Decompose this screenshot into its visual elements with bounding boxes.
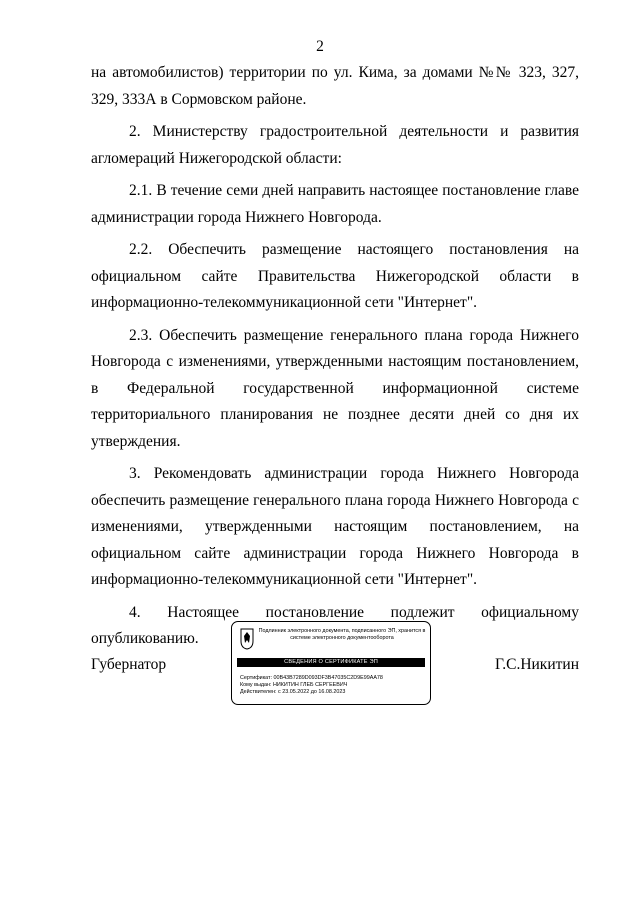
paragraph: на автомобилистов) территории по ул. Кима, за домами №№ 323, 327, 329, 333А в Сормовском районе. <box>91 64 579 108</box>
coat-of-arms-icon <box>240 628 254 650</box>
signatory-name: Г.С.Никитин <box>495 656 579 673</box>
certificate-validity: Действителен: с 23.05.2022 до 16.08.2023 <box>240 689 346 695</box>
paragraph: 2.3. Обеспечить размещение генерального плана города Нижнего Новгорода с изменениями, утвержденными настоящим постановлением, в Федеральной государственной информационной системе территориального планирования не позднее десяти дней со дня их утверждения. <box>91 326 579 450</box>
paragraph: 2.1. В течение семи дней направить настоящее постановление главе администрации города Нижнего Новгорода. <box>91 182 579 226</box>
paragraph: 2. Министерству градостроительной деятельности и развития агломераций Нижегородской области: <box>91 123 579 167</box>
certificate-number: Сертификат: 00B43B7289D093DF3B47035C2D9E99AA78 <box>240 675 383 681</box>
paragraph: 3. Рекомендовать администрации города Нижнего Новгорода обеспечить размещение генерального плана города Нижнего Новгорода с изменениями, утвержденными настоящим постановлением, на официальном сайте администрации города Нижнего Новгорода в информационно-телекоммуникационной сети "Интернет". <box>91 465 579 588</box>
electronic-signature-stamp <box>231 621 431 705</box>
paragraph: 2.2. Обеспечить размещение настоящего постановления на официальном сайте Правительства Нижегородской области в информационно-телекоммуникационной сети "Интернет". <box>91 241 579 311</box>
signatory-title: Губернатор <box>91 656 167 673</box>
stamp-header: Подлинник электронного документа, подписанного ЭП, хранится в системе электронного документооборота <box>258 628 426 641</box>
paragraph: 4. Настоящее постановление подлежит официальному опубликованию. <box>91 603 579 647</box>
certificate-owner: Кому выдан: НИКИТИН ГЛЕБ СЕРГЕЕВИЧ <box>240 682 348 688</box>
stamp-certificate-heading: СВЕДЕНИЯ О СЕРТИФИКАТЕ ЭП <box>237 658 425 667</box>
page-number: 2 <box>316 38 324 55</box>
document-body <box>91 60 579 653</box>
stamp-details <box>240 675 426 696</box>
